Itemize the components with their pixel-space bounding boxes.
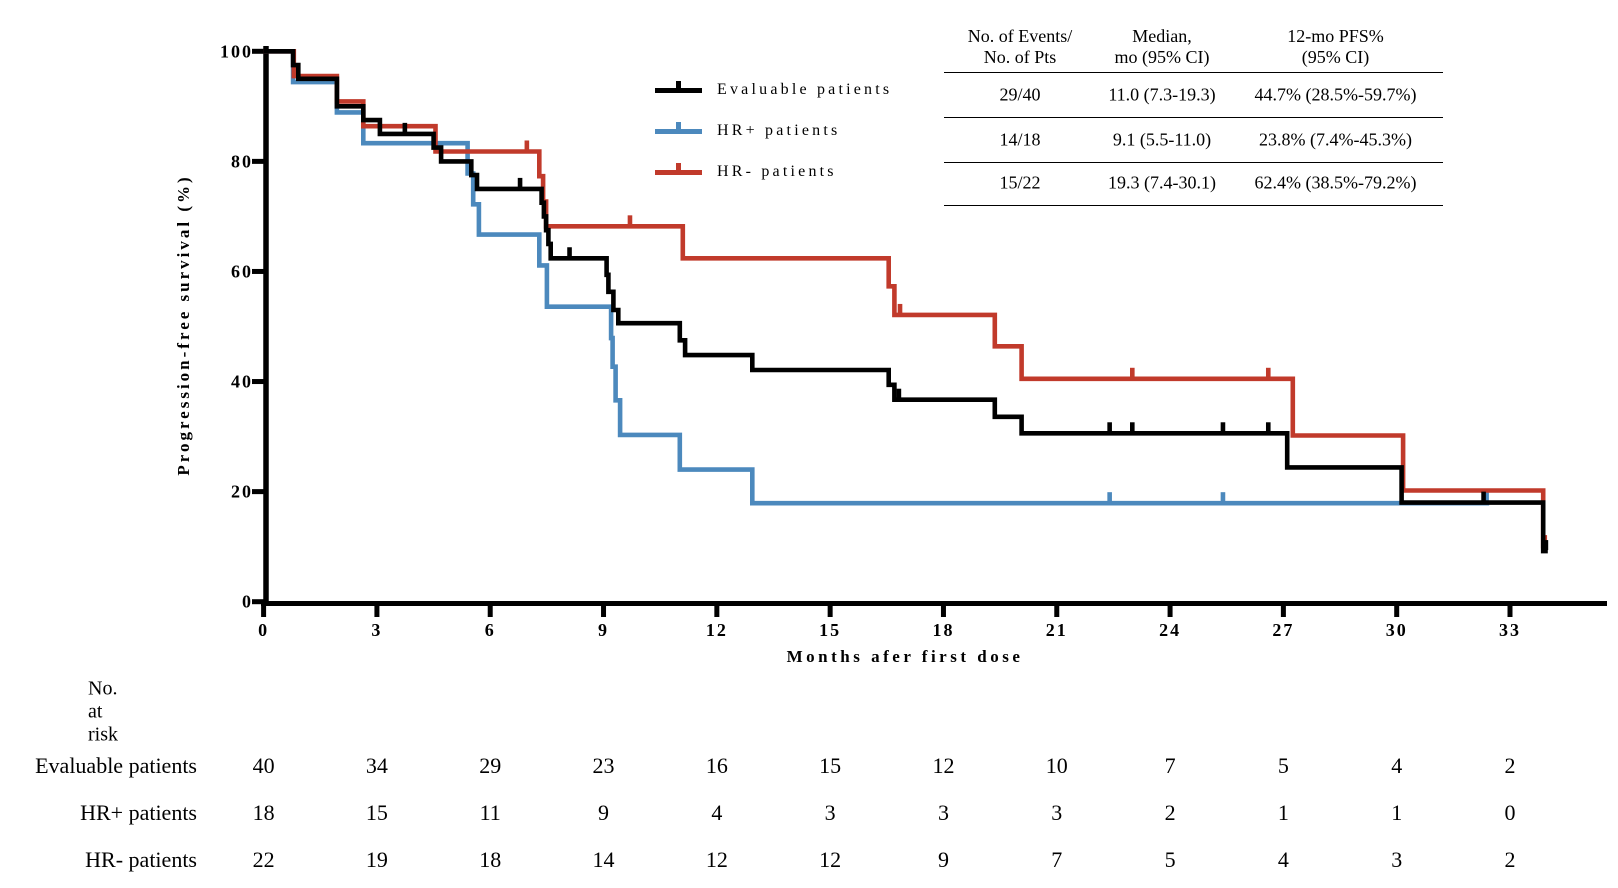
stats-rule-2 (944, 162, 1443, 163)
x-tick-label: 21 (1045, 620, 1068, 640)
x-axis-title: Months afer first dose (786, 647, 1024, 666)
stats-rule-1 (944, 117, 1443, 118)
risk-count: 18 (252, 800, 275, 825)
y-tick-label: 0 (242, 591, 253, 612)
stats-header-line: No. of Events/ (967, 26, 1073, 46)
stats-cell-pfs12: 23.8% (7.4%-45.3%) (1259, 129, 1412, 149)
stats-table (944, 20, 1443, 208)
risk-count: 4 (1391, 753, 1403, 778)
legend-label-evaluable: Evaluable patients (717, 81, 893, 98)
risk-count: 34 (365, 753, 388, 778)
stats-rule-3 (944, 205, 1443, 206)
risk-count: 3 (937, 800, 949, 825)
risk-count: 11 (479, 800, 501, 825)
x-tick-label: 12 (705, 620, 728, 640)
risk-count: 16 (705, 753, 728, 778)
risk-count: 15 (365, 800, 388, 825)
risk-count: 5 (1277, 753, 1289, 778)
risk-count: 40 (252, 753, 275, 778)
stats-cell-pfs12: 44.7% (28.5%-59.7%) (1254, 84, 1417, 104)
risk-count: 3 (1391, 847, 1403, 872)
y-tick-label: 60 (231, 261, 253, 282)
stats-header-line: 12-mo PFS% (1287, 26, 1384, 46)
risk-count: 22 (252, 847, 275, 872)
legend-label-hr-neg: HR- patients (717, 163, 837, 180)
x-tick-label: 0 (258, 620, 270, 640)
x-tick-label: 27 (1272, 620, 1295, 640)
stats-cell-pfs12: 62.4% (38.5%-79.2%) (1254, 172, 1417, 193)
risk-row-label: Evaluable patients (35, 753, 197, 778)
risk-count: 2 (1504, 847, 1516, 872)
risk-count: 9 (598, 800, 610, 825)
x-tick-label: 6 (484, 620, 496, 640)
stats-cell-events_over_pts: 29/40 (999, 84, 1041, 104)
risk-count: 12 (705, 847, 728, 872)
risk-count: 23 (592, 753, 615, 778)
x-tick-label: 30 (1385, 620, 1408, 640)
y-tick-label: 100 (220, 41, 253, 62)
risk-count: 10 (1045, 753, 1068, 778)
y-axis-title: Progression-free survival (%) (174, 174, 193, 476)
risk-count: 7 (1051, 847, 1063, 872)
y-tick-label: 40 (231, 371, 253, 392)
risk-count: 3 (1051, 800, 1063, 825)
y-tick-label: 20 (231, 481, 253, 502)
y-tick-label: 80 (231, 151, 253, 172)
risk-row-label: HR- patients (85, 847, 197, 872)
risk-count: 7 (1164, 753, 1176, 778)
stats-cell-events_over_pts: 15/22 (999, 172, 1041, 193)
stats-col-header-2 (1228, 26, 1443, 68)
legend-label-hr-pos: HR+ patients (717, 122, 841, 139)
risk-count: 2 (1164, 800, 1176, 825)
x-tick-label: 24 (1159, 620, 1182, 640)
risk-count: 5 (1164, 847, 1176, 872)
stats-cell-median: 19.3 (7.4-30.1) (1108, 172, 1216, 193)
risk-count: 14 (592, 847, 615, 872)
stats-col-header-1 (1096, 26, 1228, 68)
risk-count: 29 (479, 753, 502, 778)
stats-rule-0 (944, 72, 1443, 73)
risk-count: 2 (1504, 753, 1516, 778)
x-tick-label: 18 (932, 620, 955, 640)
stats-header-line: mo (95% CI) (1114, 47, 1210, 67)
legend-censor-tick-evaluable (676, 81, 681, 90)
risk-count: 15 (819, 753, 842, 778)
risk-count: 0 (1504, 800, 1516, 825)
legend-censor-tick-hr-neg (676, 163, 681, 172)
risk-count: 3 (824, 800, 836, 825)
risk-count: 1 (1391, 800, 1403, 825)
risk-count: 19 (365, 847, 388, 872)
risk-table-title: No. at risk (88, 677, 118, 746)
stats-header-line: (95% CI) (1301, 47, 1370, 67)
x-tick-label: 15 (819, 620, 842, 640)
stats-cell-median: 9.1 (5.5-11.0) (1112, 129, 1212, 149)
stats-header-line: No. of Pts (983, 47, 1057, 67)
risk-count: 4 (1277, 847, 1289, 872)
risk-count: 12 (932, 753, 955, 778)
stats-cell-events_over_pts: 14/18 (999, 129, 1041, 149)
legend-censor-tick-hr-pos (676, 122, 681, 131)
stats-col-header-0 (944, 26, 1096, 68)
stats-header-line: Median, (1132, 26, 1192, 46)
risk-count: 12 (819, 847, 842, 872)
x-tick-label: 33 (1499, 620, 1522, 640)
risk-count: 18 (479, 847, 502, 872)
risk-count: 4 (711, 800, 723, 825)
risk-count: 1 (1277, 800, 1289, 825)
x-tick-label: 9 (598, 620, 610, 640)
stats-cell-median: 11.0 (7.3-19.3) (1108, 84, 1216, 104)
risk-count: 9 (937, 847, 949, 872)
risk-row-label: HR+ patients (80, 800, 197, 825)
x-tick-label: 3 (371, 620, 383, 640)
